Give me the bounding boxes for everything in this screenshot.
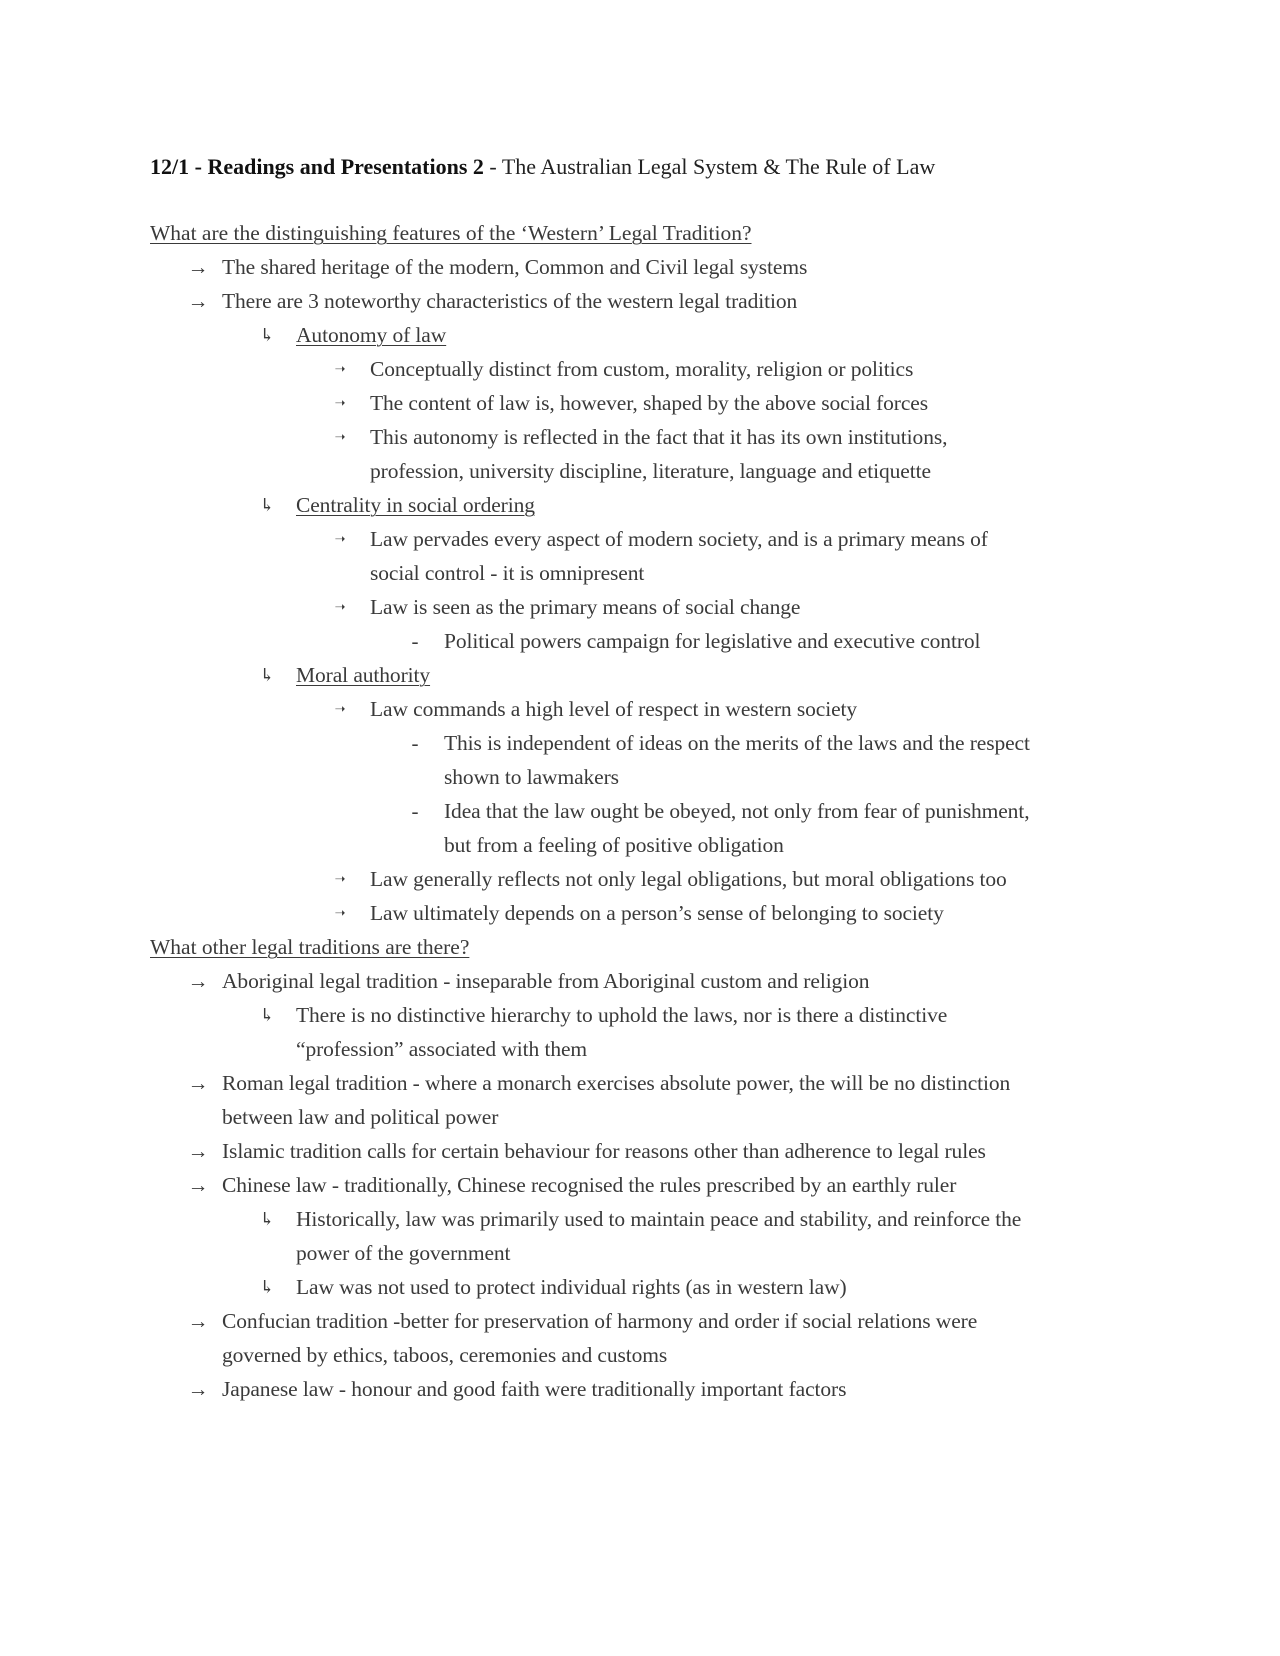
small-arrow-bullet-icon: ➝ (334, 905, 346, 920)
arrow-bullet-icon: → (187, 289, 209, 313)
small-arrow-bullet-icon: ➝ (334, 395, 346, 410)
title-subtitle: - The Australian Legal System & The Rule of Law (483, 154, 936, 179)
arrow-bullet-icon: → (187, 1309, 209, 1333)
small-arrow-bullet-icon: ➝ (334, 701, 346, 716)
arrow-bullet-icon: → (187, 1173, 209, 1197)
arrow-bullet-icon: → (187, 969, 209, 993)
arrow-bullet-icon: → (187, 1139, 209, 1163)
document-page: 12/1 - Readings and Presentations 2 - The Australian Legal System & The Rule of Law What are the distinguishing features of the ‘Western’ Legal Tradition? → The shared heritage of the modern, Common and Civil legal systems → There are 3 noteworthy characteristics of the western legal tradition ↳ Autonomy of law ➝ Conceptually distinct from custom, morality, religion or politics ➝ The content of law is, however, shaped by the above social forces ➝ This autonomy is reflected in the fact that it has its own institutions, profession, university discipline, literature, language and etiquette ↳ Centrality in social ordering ➝ Law pervades every aspect of modern society, and is a primary means of social control - it is omnipresent ➝ Law is seen as the primary means of social change - Political powers campaign for legislative and executive control ↳ Moral authority ➝ Law commands a high level of respect in western society - This is independent of ideas on the merits of the laws and the respect shown to lawmakers - Idea that the law ought be obeyed, not only from fear of punishment, but from a feeling of positive obligation ➝ Law generally reflects not only legal obligations, but moral obligations too ➝ Law ultimately depends on a person’s sense of belonging to society What other legal traditions are there? → Aboriginal legal tradition - inseparable from Aboriginal custom and religion ↳ There is no distinctive hierarchy to uphold the laws, nor is there a distinctive “profession” associated with them → Roman legal tradition - where a monarch exercises absolute power, the will be no distinction between law and political power → Islamic tradition calls for certain behaviour for reasons other than adherence to legal rules → Chinese law - traditionally, Chinese recognised the rules prescribed by an earthly ruler ↳ Historically, law was primarily used to maintain peace and stability, and reinforce the power of the government ↳ Law was not used to protect individual rights (as in western law) → Confucian tradition -better for preservation of harmony and order if social relations were governed by ethics, taboos, ceremonies and customs → Japanese law - honour and good faith were traditionally important factors (0, 0, 1280, 1656)
subheading-centrality: Centrality in social ordering (296, 493, 535, 517)
arrow-bullet-icon: → (187, 1071, 209, 1095)
section-heading-western: What are the distinguishing features of the ‘Western’ Legal Tradition? (150, 221, 752, 245)
corner-arrow-bullet-icon: ↳ (259, 1005, 275, 1025)
corner-arrow-bullet-icon: ↳ (259, 325, 275, 345)
subheading-autonomy: Autonomy of law (296, 323, 447, 347)
arrow-bullet-icon: → (187, 1377, 209, 1401)
corner-arrow-bullet-icon: ↳ (259, 1277, 275, 1297)
arrow-bullet-icon: → (187, 255, 209, 279)
small-arrow-bullet-icon: ➝ (334, 871, 346, 886)
corner-arrow-bullet-icon: ↳ (259, 665, 275, 685)
dash-bullet-icon: - (411, 629, 419, 653)
dash-bullet-icon: - (411, 731, 419, 755)
subheading-moral-authority: Moral authority (296, 663, 431, 687)
dash-bullet-icon: - (411, 799, 419, 823)
small-arrow-bullet-icon: ➝ (334, 599, 346, 614)
small-arrow-bullet-icon: ➝ (334, 429, 346, 444)
small-arrow-bullet-icon: ➝ (334, 361, 346, 376)
page-title (150, 150, 935, 184)
corner-arrow-bullet-icon: ↳ (259, 495, 275, 515)
corner-arrow-bullet-icon: ↳ (259, 1209, 275, 1229)
small-arrow-bullet-icon: ➝ (334, 531, 346, 546)
title-bold: 12/1 - Readings and Presentations 2 (150, 154, 484, 179)
section-heading-other-traditions: What other legal traditions are there? (150, 935, 470, 959)
